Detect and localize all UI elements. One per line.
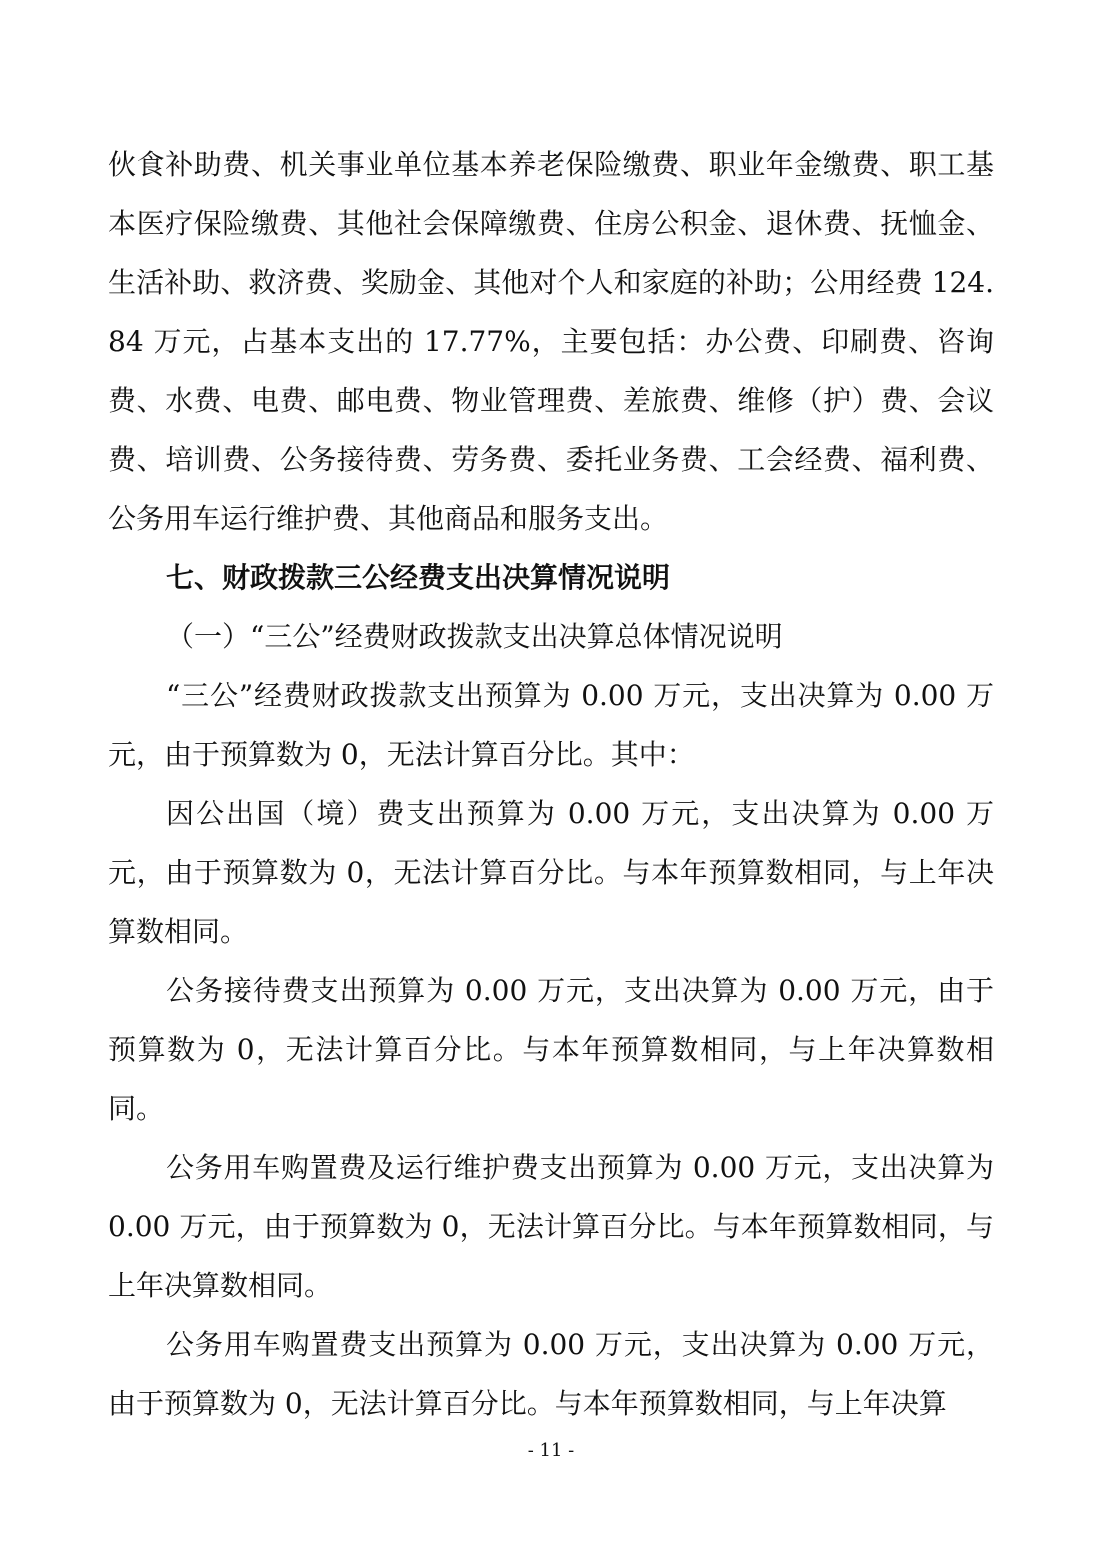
document-body	[108, 135, 994, 1433]
paragraph-overseas-travel: 因公出国（境）费支出预算为 0.00 万元，支出决算为 0.00 万元，由于预算数为 0，无法计算百分比。与本年预算数相同，与上年决算数相同。	[108, 797, 994, 948]
paragraph-expense-items: 伙食补助费、机关事业单位基本养老保险缴费、职业年金缴费、职工基本医疗保险缴费、其他社会保障缴费、住房公积金、退休费、抚恤金、生活补助、救济费、奖励金、其他对个人和家庭的补助；公用经费 124.84 万元，占基本支出的 17.77%，主要包括：办公费、印刷费、咨询费、水费、电费、邮电费、物业管理费、差旅费、维修（护）费、会议费、培训费、公务接待费、劳务费、委托业务费、工会经费、福利费、公务用车运行维护费、其他商品和服务支出。	[108, 148, 994, 535]
paragraph-official-reception: 公务接待费支出预算为 0.00 万元，支出决算为 0.00 万元，由于预算数为 0，无法计算百分比。与本年预算数相同，与上年决算数相同。	[108, 974, 994, 1125]
paragraph-vehicle-purchase-operation: 公务用车购置费及运行维护费支出预算为 0.00 万元，支出决算为 0.00 万元，由于预算数为 0，无法计算百分比。与本年预算数相同，与上年决算数相同。	[108, 1151, 994, 1302]
paragraph-vehicle-purchase: 公务用车购置费支出预算为 0.00 万元，支出决算为 0.00 万元，由于预算数为 0，无法计算百分比。与本年预算数相同，与上年决算	[108, 1328, 994, 1420]
paragraph-three-public-total: “三公”经费财政拨款支出预算为 0.00 万元，支出决算为 0.00 万元，由于预算数为 0，无法计算百分比。其中：	[108, 679, 994, 771]
section-heading-seven: 七、财政拨款三公经费支出决算情况说明	[166, 561, 671, 594]
subsection-heading-one: （一）“三公”经费财政拨款支出决算总体情况说明	[166, 620, 783, 653]
page-number: - 11 -	[527, 1440, 575, 1461]
